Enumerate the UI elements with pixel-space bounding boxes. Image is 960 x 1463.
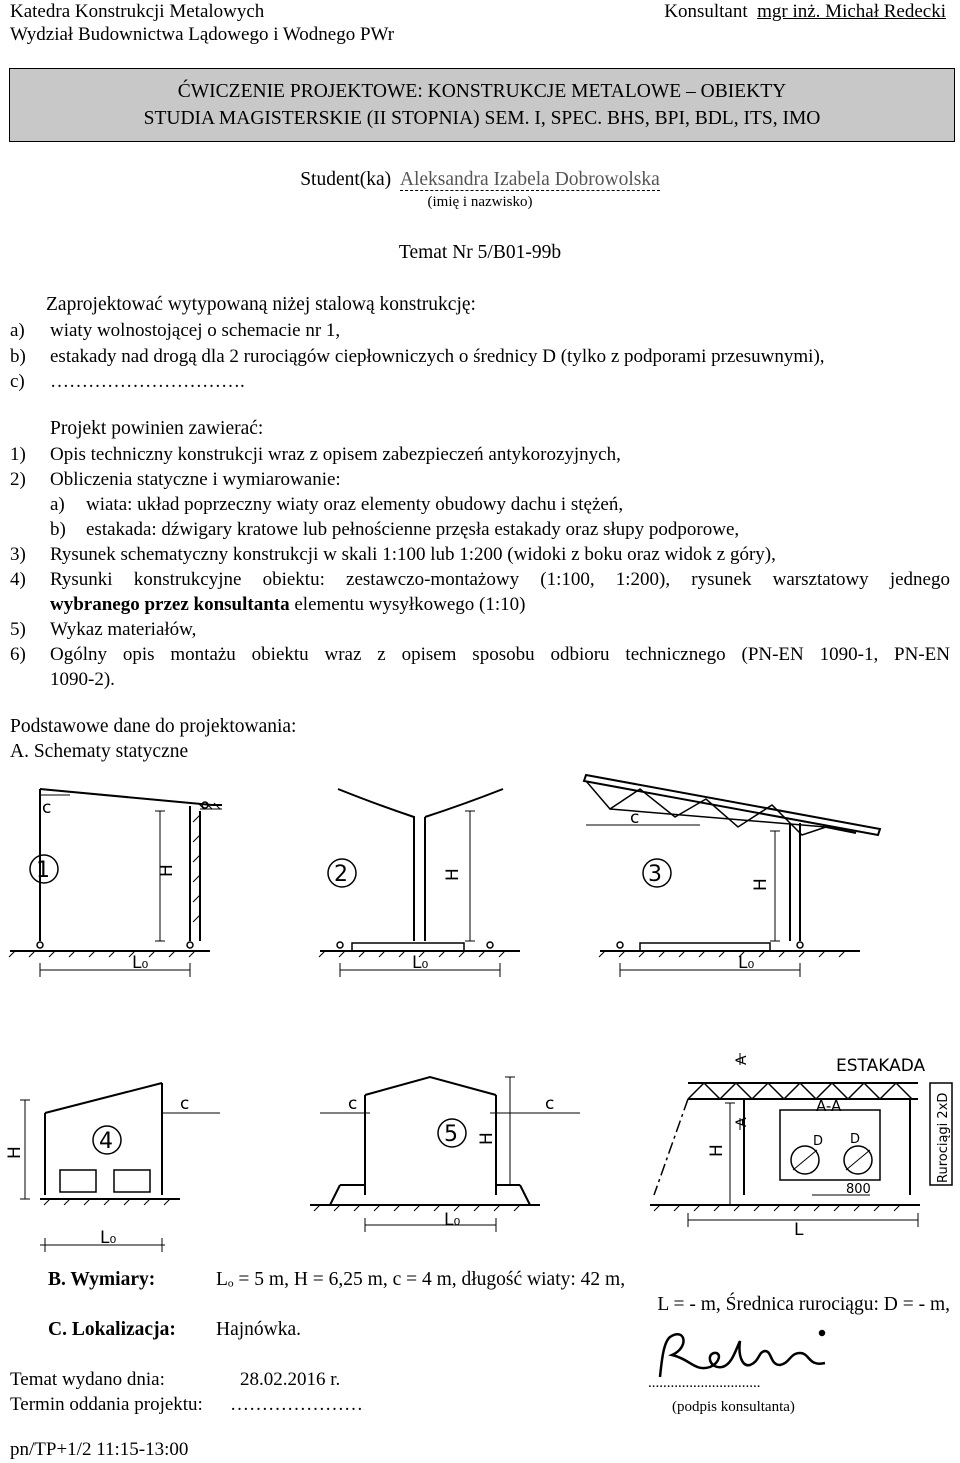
scheme-1 (9, 789, 222, 977)
contents-4-cont-text: elementu wysyłkowego (1:10) (289, 594, 526, 615)
scheme-3-number: 3 (648, 862, 662, 887)
student-hint: (imię i nazwisko) (427, 194, 533, 210)
student-label: Student(ka) (300, 169, 392, 190)
location-label: C. Lokalizacja: (48, 1319, 176, 1340)
signature-dots: .............................. (648, 1375, 761, 1391)
scheme-4-c-label: c (180, 1094, 190, 1114)
due-label: Termin oddania projektu: (10, 1394, 203, 1415)
dims-label: B. Wymiary: (48, 1269, 156, 1290)
scheme-3-c-label: c (630, 808, 640, 828)
task-item-a-text: wiaty wolnostojącej o schemacie nr 1, (50, 320, 341, 341)
signature-label: (podpis konsultanta) (672, 1399, 795, 1415)
static-schemes-drawing (0, 765, 960, 1270)
contents-5-marker: 5) (10, 619, 26, 640)
dept-name: Katedra Konstrukcji Metalowych (10, 1, 265, 22)
task-item-a: a) (10, 320, 25, 341)
task-item-b: b) (10, 346, 26, 367)
scheme-3 (584, 775, 880, 977)
consultant-label: Konsultant (664, 1, 748, 22)
header-left (10, 0, 394, 46)
dims-line-1: Lₒ = 5 m, H = 6,25 m, c = 4 m, długość wiaty: 42 m, (216, 1269, 626, 1290)
contents-2-text: Obliczenia statyczne i wymiarowanie: (50, 469, 341, 490)
contents-3-text: Rysunek schematyczny konstrukcji w skali 1:100 lub 1:200 (widoki z boku oraz widok z góry), (50, 544, 776, 565)
contents-2a-text: wiata: układ poprzeczny wiaty oraz elementy obudowy dachu i stężeń, (86, 494, 624, 515)
pipe-d-left-label: D (813, 1134, 824, 1149)
scheme-5-number: 5 (444, 1122, 458, 1147)
banner-line-1: ĆWICZENIE PROJEKTOWE: KONSTRUKCJE METALOWE – OBIEKTY (177, 81, 787, 102)
contents-4-marker: 4) (10, 569, 26, 590)
scheme-2-h-label: H (443, 868, 463, 881)
contents-1-marker: 1) (10, 444, 26, 465)
basis-heading: Podstawowe dane do projektowania: (10, 716, 297, 737)
contents-2a-marker: a) (50, 494, 65, 515)
banner-line-2: STUDIA MAGISTERSKIE (II STOPNIA) SEM. I, SPEC. BHS, BPI, BDL, ITS, IMO (143, 108, 821, 129)
contents-1-text: Opis techniczny konstrukcji wraz z opisem zabezpieczeń antykorozyjnych, (50, 444, 621, 465)
contents-2b-text: estakada: dźwigary kratowe lub pełnościenne przęsła estakady oraz słupy podporowe, (86, 519, 740, 540)
contents-2b-marker: b) (50, 519, 66, 540)
faculty-name: Wydział Budownictwa Lądowego i Wodnego PWr (10, 24, 395, 45)
scheme-5-l0-label: L₀ (444, 1210, 461, 1230)
scheme-1-c-label: c (42, 798, 52, 818)
scheme-4-number: 4 (99, 1129, 113, 1154)
scheme-5-c-right-label: c (545, 1094, 555, 1114)
dim-800-label: 800 (846, 1182, 871, 1197)
contents-3-marker: 3) (10, 544, 26, 565)
contents-5-text: Wykaz materiałów, (50, 619, 197, 640)
contents-6-text: Ogólny opis montażu obiektu wraz z opisem sposobu odbioru technicznego (PN-EN 1090-1, PN-EN (50, 644, 950, 665)
issued-date: 28.02.2016 r. (240, 1369, 341, 1390)
estakada-l-label: L (794, 1220, 804, 1240)
estakada-title: ESTAKADA (836, 1056, 926, 1076)
header-right (664, 0, 946, 23)
task-item-c: c) (10, 371, 25, 392)
issued-label: Temat wydano dnia: (10, 1369, 165, 1390)
pipe-d-right-label: D (850, 1132, 861, 1147)
location-value: Hajnówka. (216, 1319, 302, 1340)
student-line (0, 169, 960, 191)
topic-number: Temat Nr 5/B01-99b (398, 242, 562, 263)
student-name: Aleksandra Izabela Dobrowolska (399, 169, 660, 190)
scheme-1-l0-label: L₀ (132, 953, 149, 973)
scheme-5-h-label: H (477, 1132, 497, 1145)
estakada-h-label: H (707, 1144, 727, 1157)
scheme-2 (319, 789, 520, 977)
consultant-choice-bold: wybranego przez konsultanta (50, 594, 290, 615)
task-item-b-text: estakady nad drogą dla 2 rurociągów ciepłowniczych o średnicy D (tylko z podporami przesuwnymi), (50, 346, 825, 367)
scheme-1-h-label: H (157, 864, 177, 877)
scheme-4 (20, 1083, 220, 1252)
pipes-label: Rurociągi 2xD (936, 1092, 951, 1183)
section-a-mark-bottom: A (734, 1117, 750, 1127)
scheme-estakada (650, 1053, 952, 1227)
scheme-1-number: 1 (36, 858, 50, 883)
due-value: ………………… (230, 1394, 363, 1415)
scheme-5-c-left-label: c (348, 1094, 358, 1114)
dims-line-2: L = - m, Średnica rurociągu: D = - m, (657, 1294, 950, 1315)
section-aa-label: A-A (816, 1097, 842, 1115)
contents-4-text: Rysunki konstrukcyjne obiektu: zestawczo-montażowy (1:100, 1:200), rysunek warsztatowy jednego (50, 569, 950, 590)
contents-2-marker: 2) (10, 469, 26, 490)
scheme-2-l0-label: L₀ (412, 953, 429, 973)
scheme-3-l0-label: L₀ (738, 953, 755, 973)
contents-4-cont (50, 593, 526, 616)
scheme-2-number: 2 (334, 862, 348, 887)
contents-6-cont: 1090-2). (50, 669, 115, 690)
section-a-heading: A. Schematy statyczne (10, 741, 189, 762)
scheme-4-l0-label: L₀ (100, 1228, 117, 1248)
scheme-4-h-label: H (5, 1146, 25, 1159)
contents-6-marker: 6) (10, 644, 26, 665)
contents-heading: Projekt powinien zawierać: (50, 418, 264, 439)
section-a-mark-top: A (734, 1055, 750, 1065)
course-banner (9, 68, 955, 142)
task-heading: Zaprojektować wytypowaną niżej stalową konstrukcję: (46, 294, 476, 315)
group-code: pn/TP+1/2 11:15-13:00 (10, 1439, 189, 1460)
consultant-name: mgr inż. Michał Redecki (757, 1, 946, 22)
task-item-c-text: …………………………. (50, 371, 245, 392)
scheme-3-h-label: H (751, 878, 771, 891)
